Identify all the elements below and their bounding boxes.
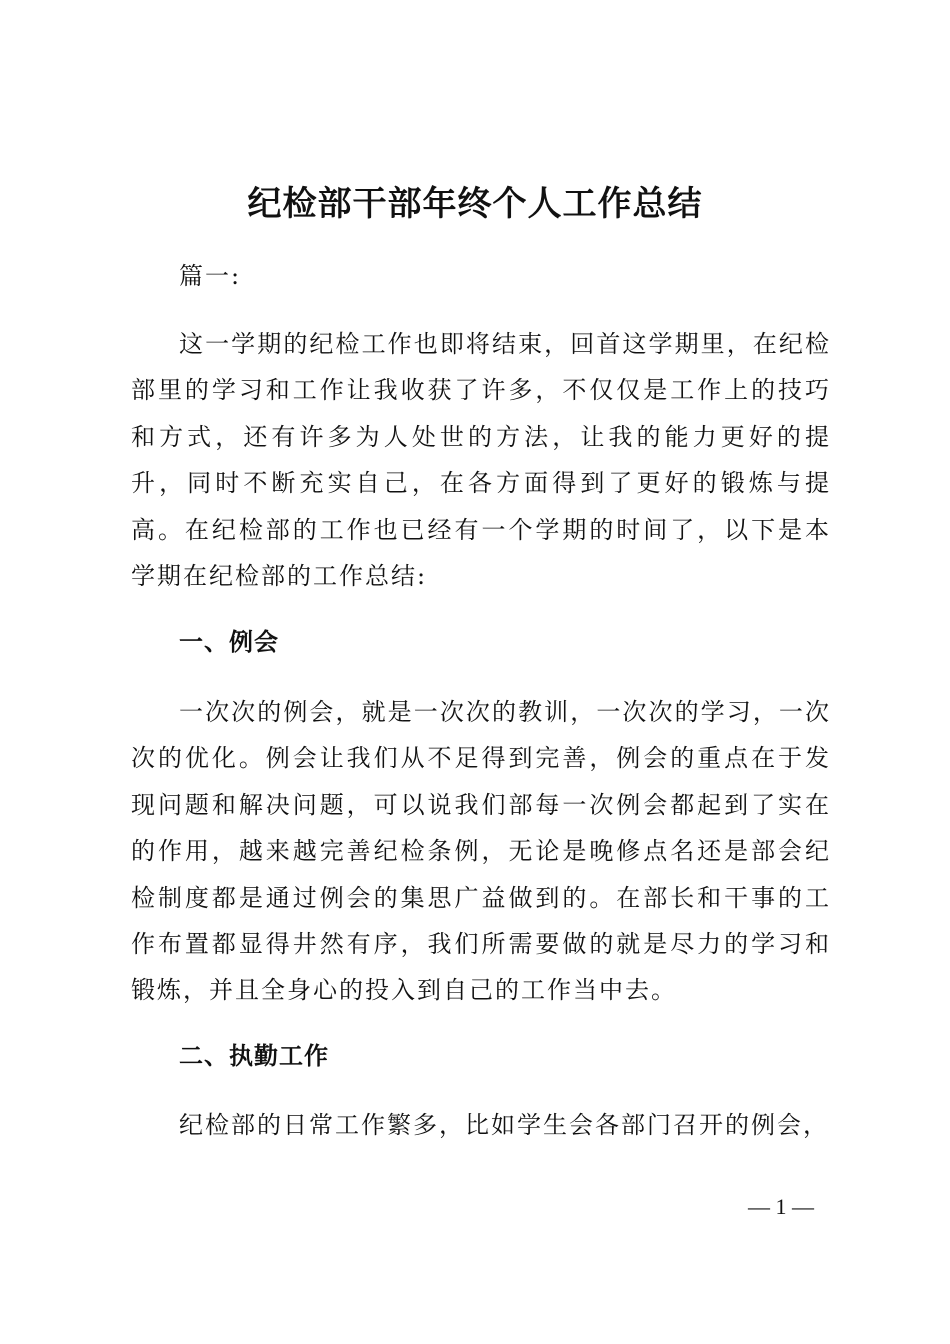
- section-label: 篇一:: [179, 262, 242, 290]
- duty-work-paragraph: 纪检部的日常工作繁多，比如学生会各部门召开的例会，: [179, 1111, 829, 1139]
- document-title: 纪检部干部年终个人工作总结: [247, 184, 703, 224]
- intro-paragraph: 这一学期的纪检工作也即将结束，回首这学期里，在纪检部里的学习和工作让我收获了许多，不仅仅是工作上的技巧和方式，还有许多为人处世的方法，让我的能力更好的提升，同时不断充实自己，在各方面得到了更好的锻炼与提高。在纪检部的工作也已经有一个学期的时间了，以下是本学期在纪检部的工作总结:: [131, 330, 831, 591]
- meetings-paragraph: 一次次的例会，就是一次次的教训，一次次的学习，一次次的优化。例会让我们从不足得到完善，例会的重点在于发现问题和解决问题，可以说我们部每一次例会都起到了实在的作用，越来越完善纪检条例，无论是晚修点名还是部会纪检制度都是通过例会的集思广益做到的。在部长和干事的工作布置都显得井然有序，我们所需要做的就是尽力的学习和锻炼，并且全身心的投入到自己的工作当中去。: [131, 698, 831, 1005]
- section-heading-duty-work: 二、执勤工作: [179, 1042, 329, 1070]
- page-number: — 1 —: [748, 1194, 814, 1219]
- section-heading-meetings: 一、例会: [179, 628, 279, 656]
